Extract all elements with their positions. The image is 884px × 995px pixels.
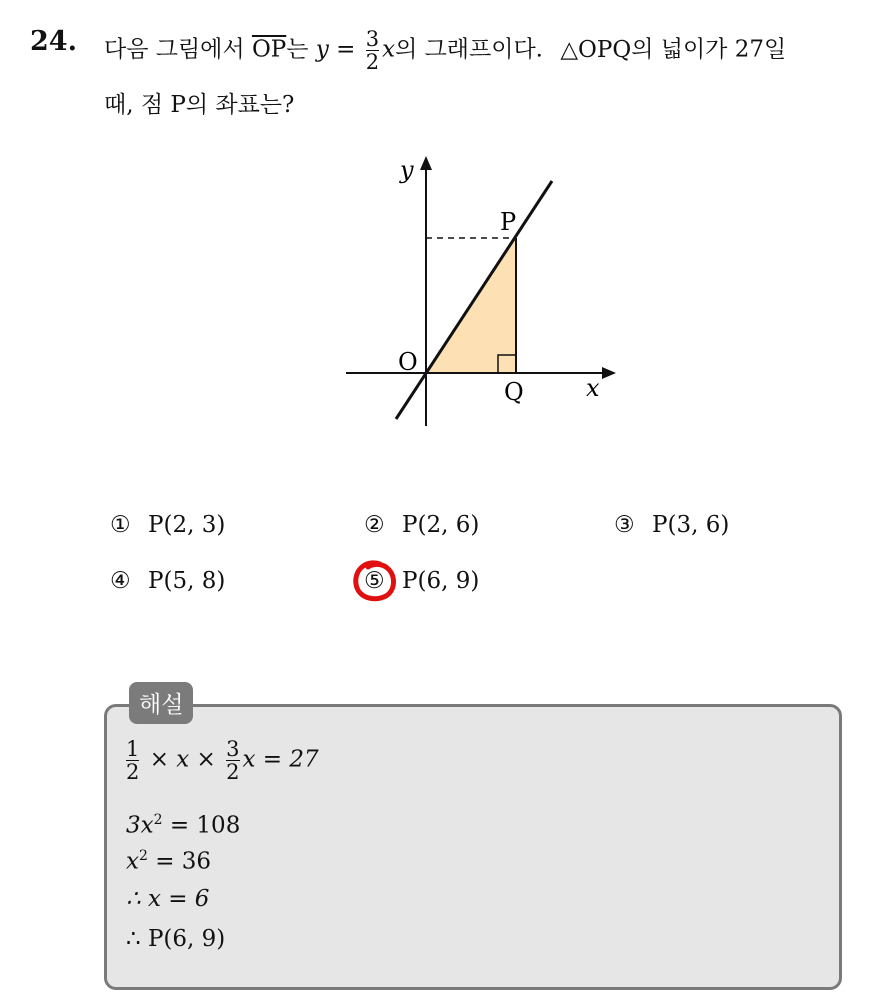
choice-number: ① [110, 512, 131, 538]
equation-lhs: y = [315, 36, 356, 63]
x-axis-label: x [586, 374, 600, 402]
point-q-label: Q [504, 378, 524, 406]
fraction-numerator: 3 [365, 27, 380, 51]
solution-line-4: ∴ x = 6 [126, 886, 210, 912]
fraction-numerator: 3 [226, 737, 240, 761]
segment-op: $\overline{OP}$ [251, 36, 287, 63]
choice-number: ② [364, 512, 385, 538]
equation-variable: x [382, 36, 396, 63]
solution-line-3 [126, 848, 211, 875]
choice-4[interactable] [110, 568, 225, 594]
graph-line [396, 181, 552, 419]
solution-term: x [126, 848, 139, 875]
graph-figure [340, 148, 630, 433]
solution-line-5: ∴ P(6, 9) [126, 926, 226, 952]
question-text-a: 다음 그림에서 [104, 36, 245, 63]
fraction-numerator: 1 [126, 737, 140, 761]
choice-text: P(5, 8) [148, 568, 226, 594]
fraction-denominator: 2 [365, 50, 380, 75]
origin-label: O [398, 348, 418, 376]
choice-text: P(3, 6) [652, 512, 730, 538]
choice-text: P(2, 3) [148, 512, 226, 538]
question-text-b: 는 [286, 36, 309, 63]
choice-2[interactable] [364, 512, 479, 538]
question-number: 24. [30, 26, 77, 57]
y-axis-arrow-icon [420, 156, 432, 170]
solution-badge: 해설 [129, 682, 193, 724]
solution-rest: = 36 [147, 848, 212, 875]
choice-text: P(2, 6) [402, 512, 480, 538]
equation-fraction [366, 28, 379, 73]
question-text-c: 의 그래프이다. [395, 36, 543, 63]
solution-line-2 [126, 812, 240, 839]
fraction-denominator: 2 [126, 760, 140, 785]
solution-rest: = 108 [162, 812, 241, 839]
question-text-d: 의 넓이가 27일 [631, 36, 787, 63]
choice-number: ③ [614, 512, 635, 538]
question-line-1 [104, 28, 786, 73]
solution-fraction-2 [226, 738, 239, 783]
choice-text: P(6, 9) [402, 568, 480, 594]
question-line-2: 때, 점 P의 좌표는? [104, 92, 295, 118]
solution-line-1 [126, 738, 319, 783]
y-axis-label: y [400, 156, 414, 184]
fraction-denominator: 2 [226, 760, 240, 785]
solution-fraction-1 [126, 738, 139, 783]
choice-number: ④ [110, 568, 131, 594]
solution-exponent: 2 [153, 812, 163, 828]
solution-end: x = 27 [242, 746, 319, 773]
solution-mid: × x × [149, 746, 216, 773]
choice-number: ⑤ [364, 568, 385, 594]
triangle-label: △OPQ [560, 36, 632, 63]
solution-exponent: 2 [138, 848, 148, 864]
answer-mark-stroke [356, 563, 394, 599]
point-p-label: P [500, 208, 517, 236]
x-axis-arrow-icon [602, 367, 616, 379]
solution-term: 3x [126, 812, 154, 839]
choice-3[interactable] [614, 512, 729, 538]
choice-1[interactable] [110, 512, 225, 538]
answer-mark-icon [350, 556, 400, 606]
